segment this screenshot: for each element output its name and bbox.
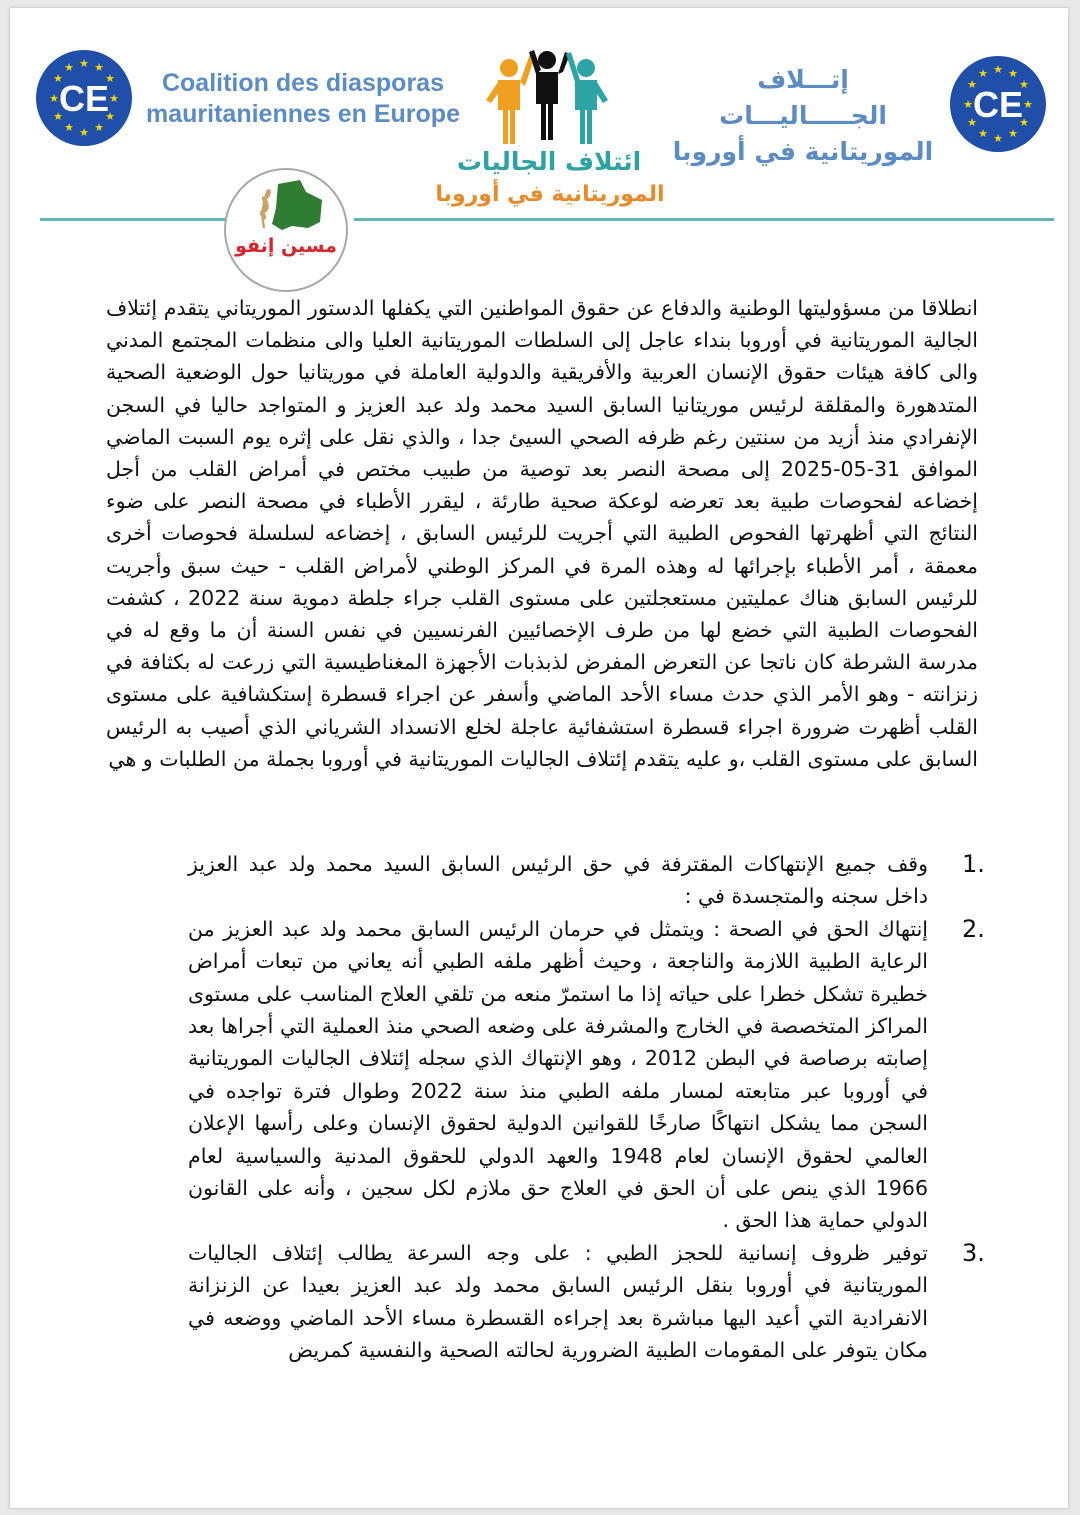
ce-logo-left [36, 50, 132, 146]
header-divider-left [40, 218, 226, 221]
arabic-organization-title [672, 62, 934, 170]
svg-text:★: ★ [1023, 98, 1033, 111]
list-item [188, 913, 985, 1237]
svg-text:★: ★ [993, 63, 1003, 76]
demands-list [188, 848, 985, 1367]
svg-text:★: ★ [94, 61, 104, 74]
svg-text:★: ★ [94, 121, 104, 134]
svg-text:★: ★ [1019, 78, 1029, 91]
french-title-line-1: Coalition des diasporas [161, 69, 444, 97]
svg-text:★: ★ [1008, 67, 1018, 80]
svg-text:★: ★ [1008, 127, 1018, 140]
list-item-text: وقف جميع الإنتهاكات المقترفة في حق الرئيس السابق السيد محمد ولد عبد العزيز داخل سجنه والمتجسدة في : [188, 852, 928, 909]
svg-text:★: ★ [978, 127, 988, 140]
list-item-text: توفير ظروف إنسانية للحجز الطبي : على وجه السرعة يطالب إئتلاف الجاليات الموريتانية في أوروبا بنقل الرئيس السابق محمد ولد عبد العزيز بعيدا عن الزنزانة الانفرادية التي أعيد اليها مباشرة بعد إجراءه القسطرة مساء الأحد الماضي ووضعه في مكان يتوفر على المقومات الطبية الضرورية لحالته الصحية والنفسية كمريض [188, 1240, 928, 1363]
svg-text:★: ★ [109, 92, 119, 105]
document-page [10, 8, 1068, 1508]
list-item [188, 1237, 985, 1367]
svg-text:★: ★ [79, 57, 89, 70]
list-item-number: 1. [962, 850, 985, 878]
header-divider-right [354, 218, 1054, 221]
french-title-line-2: mauritaniennes en Europe [146, 100, 460, 128]
svg-text:CE: CE [58, 78, 110, 119]
svg-text:★: ★ [967, 116, 977, 129]
arabic-title-line-1: إتـــلاف الجـــــاليـــات [719, 65, 887, 130]
svg-text:★: ★ [978, 67, 988, 80]
svg-text:★: ★ [64, 121, 74, 134]
svg-text:★: ★ [53, 72, 63, 85]
list-item [188, 848, 985, 913]
svg-text:★: ★ [79, 126, 89, 139]
body-paragraph [106, 292, 978, 775]
ce-stars-logo-icon [950, 56, 1046, 152]
french-organization-title [138, 68, 468, 130]
seal-text: مسين إنفو [235, 235, 337, 257]
ce-stars-logo-icon [36, 50, 132, 146]
center-arabic-title-line-1: ائتلاف الجاليات [456, 147, 642, 176]
list-item-number: 2. [962, 914, 985, 943]
intro-paragraph: انطلاقا من مسؤوليتها الوطنية والدفاع عن حقوق المواطنين التي يكفلها الدستور الموريتاني يتقدم إئتلاف الجالية الموريتانية في أوروبا بنداء عاجل إلى السلطات الموريتانية العليا والى منظمات المجتمع المدني والى كافة هيئات حقوق الإنسان العربية والأفريقية والدولية العاملة في موريتانيا حول الوضعية الصحية المتدهورة والمقلقة لرئيس موريتانيا السابق السيد محمد ولد عبد العزيز و المتواجد حاليا في السجن الإنفرادي منذ أزيد من سنتين رغم ظرفه الصحي السيئ جدا ، والذي نقل على إثره يوم السبت الماضي الموافق 31-05-2025 إلى مصحة النصر بعد توصية من طبيب مختص في أمراض القلب من أجل إخضاعه لفحوصات طبية بعد تعرضه لوعكة صحية طارئة ، ليقرر الأطباء في مصحة النصر على ضوء النتائج التي أظهرتها الفحوص الطبية التي أجريت للرئيس السابق ، إخضاعه لسلسلة فحوصات أخرى معمقة ، أمر الأطباء بإجرائها له وهذه المرة في المركز الوطني لأمراض القلب - حيث سبق وأجريت للرئيس السابق هناك عمليتين مستعجلتين على مستوى القلب جراء جلطة دموية سنة 2022 ، كشفت الفحوصات الطبية التي خضع لها من طرف الإخصائيين الفرنسيين في نفس السنة أن ما وقع له في مدرسة الشرطة كان ناتجا عن التعرض المفرض لذبذبات الأجهزة المغناطيسية التي زرعت له بكثافة في زنزانته - وهو الأمر الذي حدث مساء الأحد الماضي وأسفر عن اجراء قسطرة إستكشافية على مستوى القلب أظهرت ضرورة اجراء قسطرة استشفائية عاجلة لخلع الانسداد الشرياني الذي أصيب به الرئيس السابق على مستوى القلب ،و عليه يتقدم إئتلاف الجاليات الموريتانية في أوروبا بجملة من الطلبات و هي [106, 296, 978, 771]
list-item-number: 3. [962, 1238, 985, 1267]
list-item-text: إنتهاك الحق في الصحة : ويتمثل في حرمان الرئيس السابق محمد ولد عبد العزيز من الرعاية الطبية اللازمة والناجعة ، وحيث أظهر ملفه الطبي أنه يعاني من تبعات أمراض خطيرة تشكل خطرا على حياته إذا ما استمرّ منعه من تلقي العلاج المناسب على مستوى المراكز المتخصصة في الخارج والمشرفة على وضعه الصحي منذ العملية التي أجراها بعد إصابته برصاصة في البطن 2012 ، وهو الإنتهاك الذي سجله إئتلاف الجاليات الموريتانية في أوروبا عبر متابعته لمسار ملفه الطبي منذ سنة 2022 وطوال فترة تواجده في السجن مما يشكل انتهاكًا صارخًا للقوانين الدولية لحقوق الإنسان وعلى رأسها الإعلان العالمي لحقوق الإنسان لعام 1948 والعهد الدولي للحقوق المدنية والسياسية لعام 1966 الذي ينص على أن الحق في العلاج حق ملازم لكل سجين ، وأنه على القانون الدولي حماية هذا الحق . [188, 916, 928, 1233]
svg-text:★: ★ [105, 110, 115, 123]
svg-text:★: ★ [49, 92, 59, 105]
people-group-logo-icon [482, 42, 612, 146]
svg-text:CE: CE [972, 84, 1024, 125]
ce-logo-right [950, 56, 1046, 152]
svg-text:★: ★ [993, 132, 1003, 145]
svg-text:★: ★ [1019, 116, 1029, 129]
svg-text:★: ★ [967, 78, 977, 91]
svg-text:★: ★ [963, 98, 973, 111]
arabic-title-line-2: الموريتانية في أوروبا [672, 137, 934, 166]
svg-text:★: ★ [53, 110, 63, 123]
center-arabic-title-line-2: الموريتانية في أوروبا [435, 182, 665, 207]
svg-text:★: ★ [64, 61, 74, 74]
map-wheat-seal-icon [226, 170, 346, 290]
news-site-seal [224, 168, 348, 292]
svg-text:★: ★ [105, 72, 115, 85]
